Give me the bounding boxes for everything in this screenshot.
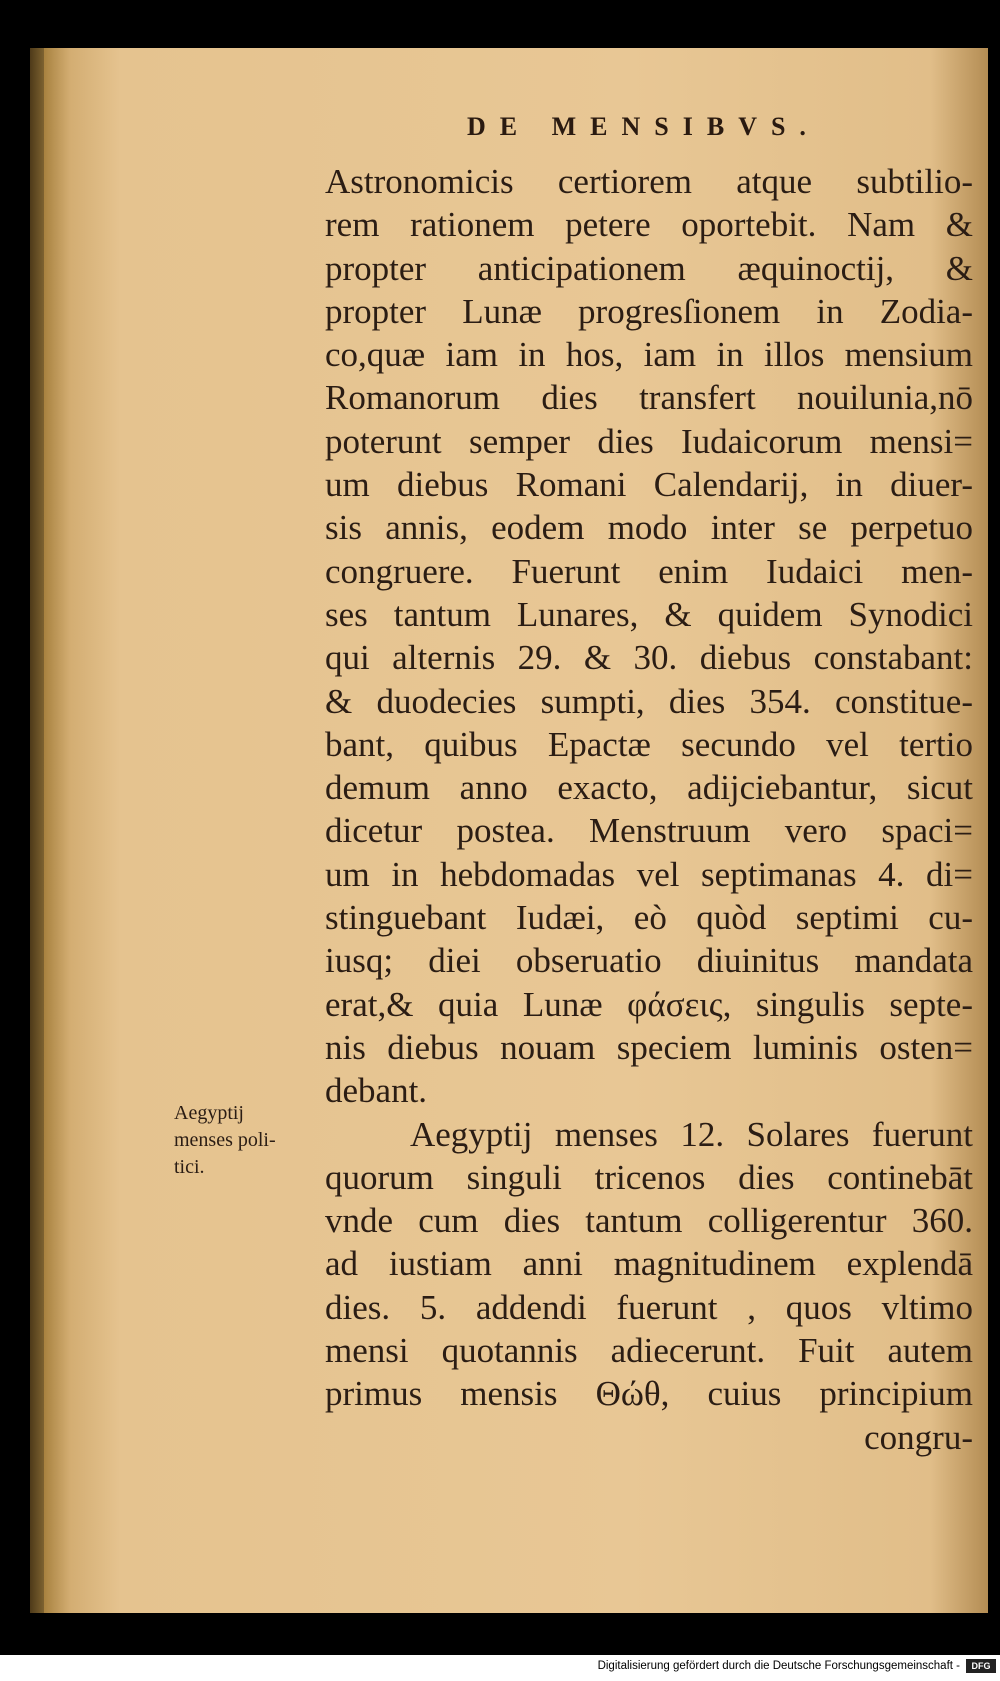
dfg-logo: DFG bbox=[966, 1659, 996, 1673]
text-line: Astronomicis certiorem atque subtilio- bbox=[325, 162, 973, 201]
text-line: qui alternis 29. & 30. diebus constabant: bbox=[325, 638, 973, 678]
text-line: ad iustiam anni magnitudinem explendā bbox=[325, 1244, 973, 1284]
text-line: Romanorum dies transfert nouilunia,nō bbox=[325, 378, 973, 418]
footer-credit: Digitalisierung gefördert durch die Deutsche Forschungsgemeinschaft - bbox=[597, 1660, 960, 1672]
text-line: primus mensis Θώθ, cuius principium bbox=[325, 1374, 973, 1414]
text-line: Aegyptij menses 12. Solares fuerunt bbox=[410, 1114, 973, 1154]
text-line: ses tantum Lunares, & quidem Synodici bbox=[325, 594, 973, 634]
page-binding-edge bbox=[30, 48, 44, 1613]
text-line: congruere. Fuerunt enim Iudaici men- bbox=[325, 551, 973, 591]
running-head: DE MENSIBVS. bbox=[467, 112, 820, 141]
marginal-note bbox=[174, 1100, 314, 1181]
text-line: dicetur postea. Menstruum vero spaci= bbox=[325, 811, 973, 851]
text-line: um in hebdomadas vel septimanas 4. di= bbox=[325, 854, 973, 894]
text-line: & duodecies sumpti, dies 354. constitue- bbox=[325, 681, 973, 721]
catchword: congru- bbox=[864, 1417, 973, 1457]
text-line: poterunt semper dies Iudaicorum mensi= bbox=[325, 421, 973, 461]
text-line: vnde cum dies tantum colligerentur 360. bbox=[325, 1201, 973, 1241]
text-line: mensi quotannis adiecerunt. Fuit autem bbox=[325, 1331, 973, 1371]
marginal-note-line: menses poli- bbox=[174, 1129, 276, 1151]
text-line: rem rationem petere oportebit. Nam & bbox=[325, 205, 973, 245]
text-line: erat,& quia Lunæ φάσεις, singulis septe- bbox=[325, 984, 973, 1024]
text-line: bant, quibus Epactæ secundo vel tertio bbox=[325, 724, 973, 764]
text-line: demum anno exacto, adijciebantur, sicut bbox=[325, 768, 973, 808]
body-text bbox=[325, 160, 973, 1459]
text-line: stinguebant Iudæi, eò quòd septimi cu- bbox=[325, 898, 973, 938]
text-line: propter anticipationem æquinoctij, & bbox=[325, 248, 973, 288]
text-line: sis annis, eodem modo inter se perpetuo bbox=[325, 508, 973, 548]
marginal-note-line: tici. bbox=[174, 1156, 205, 1178]
text-line: co,quæ iam in hos, iam in illos mensium bbox=[325, 335, 973, 375]
text-line: nis diebus nouam speciem luminis osten= bbox=[325, 1027, 973, 1067]
text-line: um diebus Romani Calendarij, in diuer- bbox=[325, 465, 973, 505]
text-line: dies. 5. addendi fuerunt , quos vltimo bbox=[325, 1287, 973, 1327]
text-line: debant. bbox=[325, 1071, 428, 1111]
marginal-note-line: Aegyptij bbox=[174, 1102, 244, 1124]
text-line: iusq; diei obseruatio diuinitus mandata bbox=[325, 941, 973, 981]
text-line: propter Lunæ progresſionem in Zodia- bbox=[325, 291, 973, 331]
text-line: quorum singuli tricenos dies continebāt bbox=[325, 1157, 973, 1197]
